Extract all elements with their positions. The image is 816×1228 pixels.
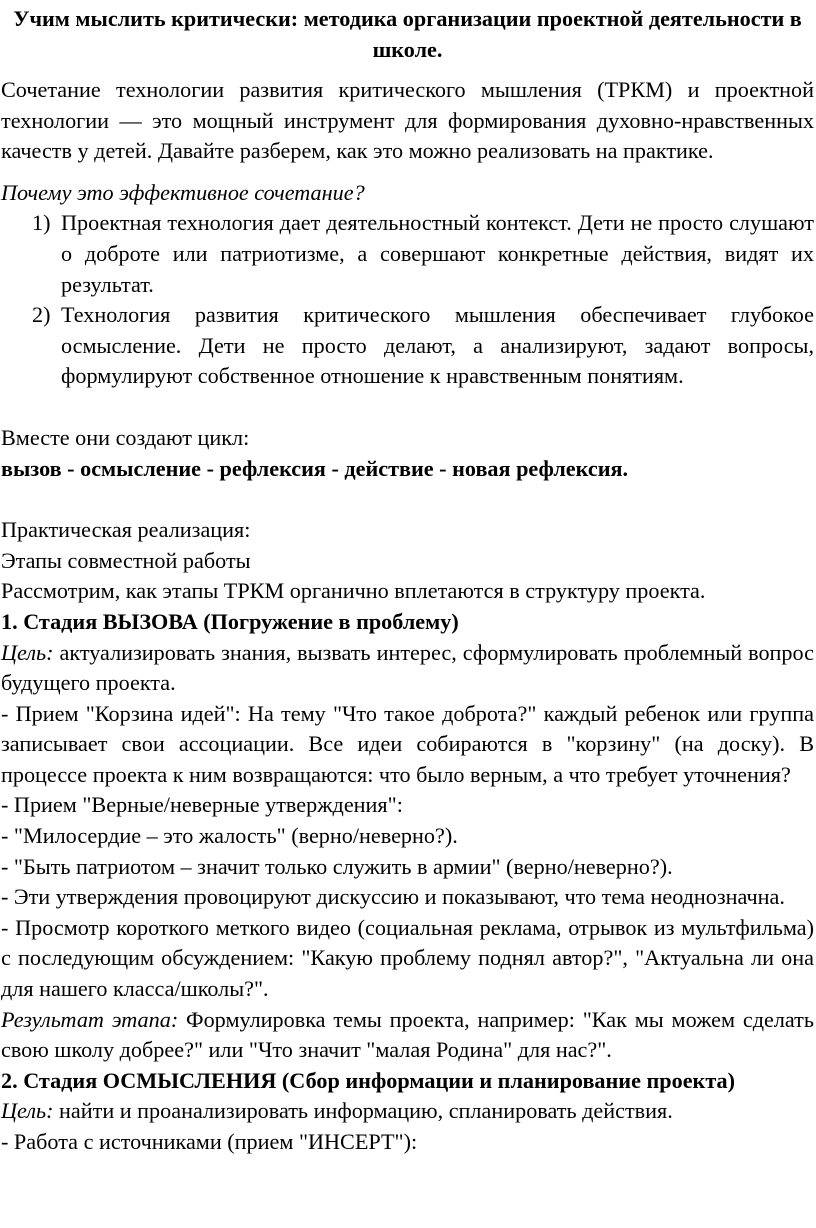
stage2-goal xyxy=(1,1096,814,1127)
stage1-result-label: Результат этапа: xyxy=(1,1006,179,1032)
why-item xyxy=(1,300,814,392)
why-item-text: Проектная технология дает деятельностный контекст. Дети не просто слушают о доброте или патриотизме, а совершают конкретные действия, видят их результат. xyxy=(61,210,814,297)
stage1-result-text: Формулировка темы проекта, например: "Как мы можем сделать свою школу добрее?" или "Что значит "малая Родина" для нас?". xyxy=(1,1006,814,1063)
stage1-goal-label: Цель: xyxy=(1,639,54,665)
cycle-intro: Вместе они создают цикл: xyxy=(1,424,250,450)
stage1-goal-text: актуализировать знания, вызвать интерес, сформулировать проблемный вопрос будущего проекта. xyxy=(1,639,814,696)
stages-title: Этапы совместной работы xyxy=(1,547,251,573)
stage2-goal-label: Цель: xyxy=(1,1098,54,1124)
stage2-goal-text: найти и проанализировать информацию, спланировать действия. xyxy=(53,1098,673,1124)
why-item xyxy=(1,208,814,300)
spacer xyxy=(1,167,814,178)
spacer xyxy=(1,392,814,423)
why-heading: Почему это эффективное сочетание? xyxy=(1,179,365,205)
stage1-video: - Просмотр короткого меткого видео (социальная реклама, отрывок из мультфильма) с последующим обсуждением: "Какую проблему поднял автор?", "Актуальна ли она для нашего класса/школы?". xyxy=(1,914,814,1002)
stages-intro: Рассмотрим, как этапы ТРКМ органично вплетаются в структуру проекта. xyxy=(1,578,706,604)
stage2-insert: - Работа с источниками (прием "ИНСЕРТ"): xyxy=(1,1129,418,1154)
stage1-statement-2: - "Быть патриотом – значит только служить в армии" (верно/неверно?). xyxy=(1,853,673,879)
why-item-number: 1) xyxy=(32,210,51,236)
stage1-result xyxy=(1,1005,814,1066)
spacer xyxy=(1,484,814,515)
stage1-heading: 1. Стадия ВЫЗОВА (Погружение в проблему) xyxy=(1,608,459,634)
stage1-basket: - Прием "Корзина идей": На тему "Что такое доброта?" каждый ребенок или группа записывает свои ассоциации. Все идеи собираются в "корзину" (на доску). В процессе проекта к ним возвращаются: что было верным, а что требует уточнения? xyxy=(1,700,814,787)
cycle-text: вызов - осмысление - рефлексия - действие - новая рефлексия. xyxy=(1,455,629,481)
why-item-number: 2) xyxy=(32,302,51,328)
stage1-truefalse: - Прием "Верные/неверные утверждения": xyxy=(1,792,403,818)
intro-paragraph: Сочетание технологии развития критического мышления (ТРКМ) и проектной технологии — это мощный инструмент для формирования духовно-нравственных качеств у детей. Давайте разберем, как это можно реализовать на практике. xyxy=(1,77,814,164)
practical-heading: Практическая реализация: xyxy=(1,517,251,543)
stage1-statement-1: - "Милосердие – это жалость" (верно/неверно?). xyxy=(1,823,458,849)
why-item-text: Технология развития критического мышления обеспечивает глубокое осмысление. Дети не просто делают, а анализируют, задают вопросы, формулируют собственное отношение к нравственным понятиям. xyxy=(61,302,814,389)
stage2-heading: 2. Стадия ОСМЫСЛЕНИЯ (Сбор информации и планирование проекта) xyxy=(1,1067,735,1093)
document-title: Учим мыслить критически: методика организации проектной деятельности в школе. xyxy=(13,6,802,62)
why-list xyxy=(1,208,814,392)
stage1-goal xyxy=(1,638,814,699)
stage1-discussion: - Эти утверждения провоцируют дискуссию и показывают, что тема неоднозначна. xyxy=(1,884,785,910)
